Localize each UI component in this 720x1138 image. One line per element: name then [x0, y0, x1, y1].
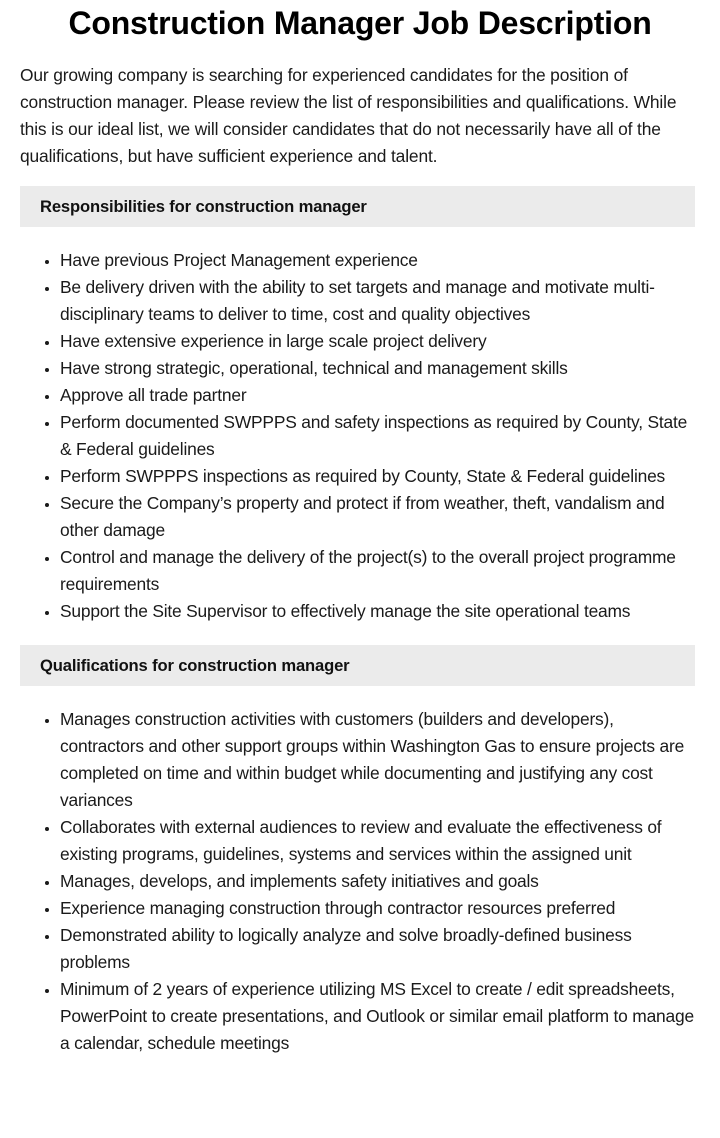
list-item: • Manages, develops, and implements safety initiatives and goals — [60, 868, 700, 895]
responsibilities-list — [20, 247, 700, 625]
list-item: • Secure the Company’s property and protect if from weather, theft, vandalism and other damage — [60, 490, 700, 544]
list-item: • Control and manage the delivery of the project(s) to the overall project programme requirements — [60, 544, 700, 598]
responsibilities-heading: Responsibilities for construction manager — [20, 186, 695, 227]
list-item: • Have strong strategic, operational, technical and management skills — [60, 355, 700, 382]
list-item: • Approve all trade partner — [60, 382, 700, 409]
list-item: • Collaborates with external audiences to review and evaluate the effectiveness of existing programs, guidelines, systems and services within the assigned unit — [60, 814, 700, 868]
list-item: • Perform documented SWPPPS and safety inspections as required by County, State & Federal guidelines — [60, 409, 700, 463]
list-item: • Have extensive experience in large scale project delivery — [60, 328, 700, 355]
list-item: • Experience managing construction through contractor resources preferred — [60, 895, 700, 922]
list-item: • Minimum of 2 years of experience utilizing MS Excel to create / edit spreadsheets, PowerPoint to create presentations, and Outlook or similar email platform to manage a calendar, schedule meetings — [60, 976, 700, 1057]
list-item: • Support the Site Supervisor to effectively manage the site operational teams — [60, 598, 700, 625]
intro-paragraph: Our growing company is searching for experienced candidates for the position of construction manager. Please review the list of responsibilities and qualifications. While this is our ideal list, we will consider candidates that do not necessarily have all of the qualifications, but have sufficient experience and talent. — [20, 65, 677, 166]
qualifications-heading: Qualifications for construction manager — [20, 645, 695, 686]
list-item: • Demonstrated ability to logically analyze and solve broadly-defined business problems — [60, 922, 700, 976]
list-item: • Be delivery driven with the ability to set targets and manage and motivate multi-disciplinary teams to deliver to time, cost and quality objectives — [60, 274, 700, 328]
list-item: • Manages construction activities with customers (builders and developers), contractors and other support groups within Washington Gas to ensure projects are completed on time and within budget while documenting and justifying any cost variances — [60, 706, 700, 814]
list-item: • Have previous Project Management experience — [60, 247, 700, 274]
page-title: Construction Manager Job Description — [68, 5, 652, 41]
list-item: • Perform SWPPPS inspections as required by County, State & Federal guidelines — [60, 463, 700, 490]
qualifications-list — [20, 706, 700, 1057]
